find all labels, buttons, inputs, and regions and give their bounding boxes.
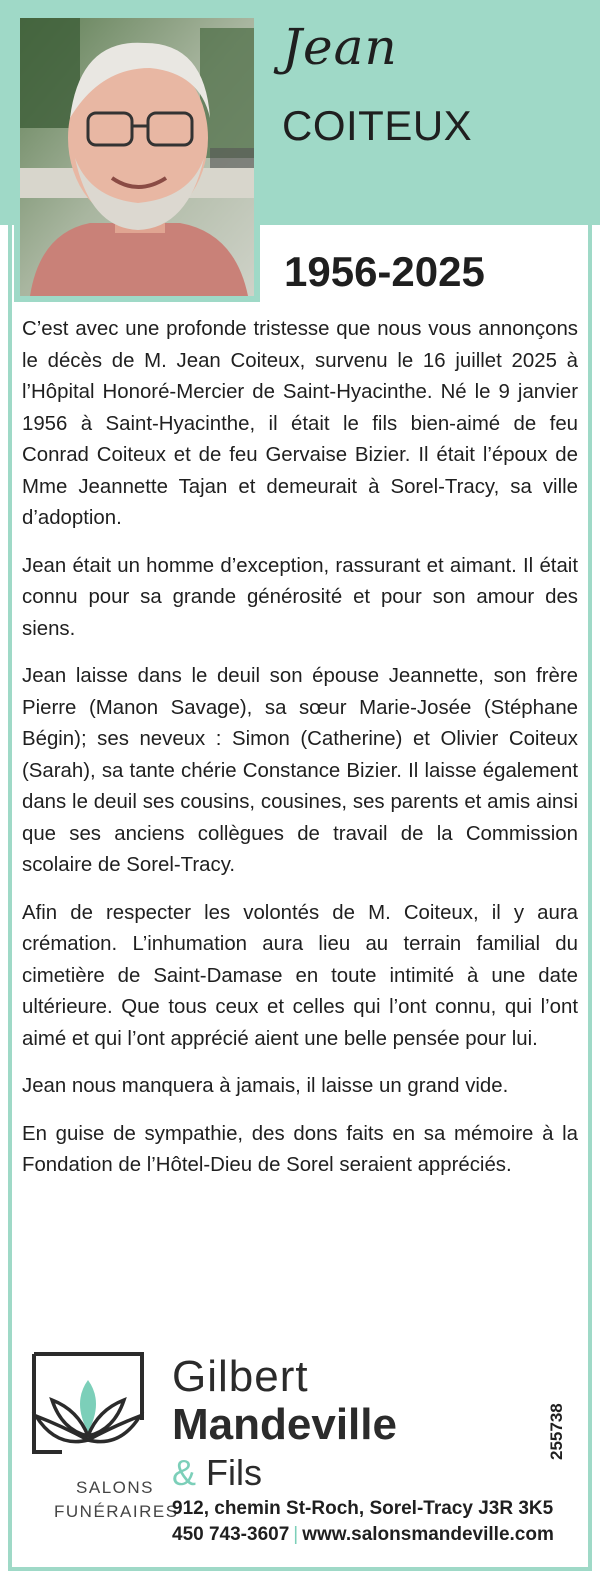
contact-separator: | xyxy=(293,1524,299,1545)
brand-gilbert: Gilbert xyxy=(172,1352,309,1401)
brand-mandeville: Mandeville xyxy=(172,1400,397,1449)
paragraph: Jean laisse dans le deuil son épouse Jeannette, son frère Pierre (Manon Savage), sa sœur Marie-Josée (Stéphane Bégin); ses neveux : Simon (Catherine) et Olivier Coiteux (Sarah), sa tante chérie Constance Bizier. Il laisse également dans le deuil ses cousins, cousines, ses parents et amis ainsi que ses anciens collègues de travail de la Commission scolaire de Sorel-Tracy. xyxy=(22,665,578,876)
brand-fils xyxy=(172,1452,262,1494)
first-name: Jean xyxy=(282,18,398,76)
paragraph: Jean nous manquera à jamais, il laisse un grand vide. xyxy=(22,1075,509,1097)
funeral-home-address: 912, chemin St-Roch, Sorel-Tracy J3R 3K5 xyxy=(172,1498,554,1519)
brand-ampersand: & xyxy=(172,1452,197,1493)
funeraires-line: FUNÉRAIRES xyxy=(54,1502,179,1521)
obituary-text xyxy=(22,314,578,1198)
paragraph: C’est avec une profonde tristesse que nous vous annonçons le décès de M. Jean Coiteux, survenu le 16 juillet 2025 à l’Hôpital Honoré-Mercier de Saint-Hyacinthe. Né le 9 janvier 1956 à Saint-Hyacinthe, il était le fils bien-aimé de feu Conrad Coiteux et de feu Gervaise Bizier. Il était l’époux de Mme Jeannette Tajan et demeurait à Sorel-Tracy, sa ville d’adoption. xyxy=(22,318,578,529)
lotus-logo-icon xyxy=(22,1340,154,1466)
last-name: COITEUX xyxy=(282,102,473,149)
portrait-photo xyxy=(20,18,254,296)
salons-line: SALONS xyxy=(76,1478,154,1497)
life-years: 1956-2025 xyxy=(284,248,485,295)
paragraph: Jean était un homme d’exception, rassurant et aimant. Il était connu pour sa grande générosité et pour son amour des siens. xyxy=(22,554,578,640)
paragraph: En guise de sympathie, des dons faits en sa mémoire à la Fondation de l’Hôtel-Dieu de Sorel seraient appréciés. xyxy=(22,1122,578,1176)
reference-code: 255738 xyxy=(547,1403,566,1460)
brand-fils-text: Fils xyxy=(206,1452,263,1493)
phone-number: 450 743-3607 xyxy=(172,1524,290,1545)
salons-funeraires xyxy=(54,1476,179,1524)
portrait-frame xyxy=(14,12,260,302)
funeral-home-contact xyxy=(172,1524,554,1546)
website-link[interactable]: www.salonsmandeville.com xyxy=(302,1524,554,1545)
paragraph: Afin de respecter les volontés de M. Coiteux, il y aura crémation. L’inhumation aura lieu au terrain familial du cimetière de Saint-Damase en toute intimité à une date ultérieure. Que tous ceux et celles qui l’ont connu, qui l’ont aimé et qui l’ont apprécié aient une belle pensée pour lui. xyxy=(22,901,578,1050)
